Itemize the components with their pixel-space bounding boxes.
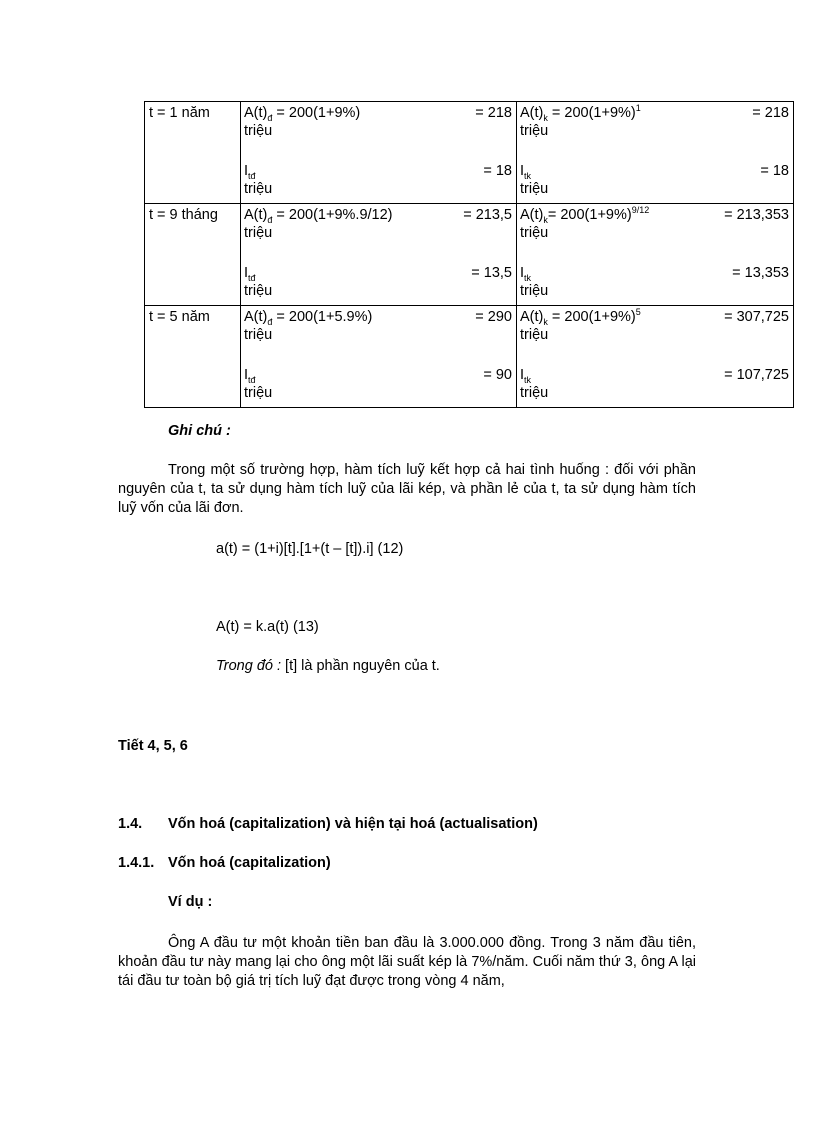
interest-letter: I (520, 163, 525, 179)
section-1-4-1-number: 1.4.1. (118, 855, 155, 871)
simple-interest-line (244, 366, 512, 385)
simple-interest-value: = 90 (483, 367, 512, 383)
simple-interest-line (244, 162, 512, 181)
simple-interest-unit: triệu (244, 181, 273, 197)
formula-subscript: đ (267, 316, 273, 327)
compound-formula-line (520, 104, 789, 123)
simple-interest-unit: triệu (244, 385, 273, 401)
simple-cell-content (241, 102, 516, 199)
note-heading: Ghi chú : (168, 423, 231, 439)
compound-cell-content (517, 102, 793, 199)
compound-formula (520, 207, 649, 223)
interest-letter: I (244, 163, 249, 179)
period-cell: t = 9 tháng (145, 204, 241, 306)
interest-subscript: tđ (248, 374, 256, 385)
simple-formula (244, 207, 393, 223)
formula-symbol: A(t) (520, 105, 544, 121)
note-paragraph (118, 461, 696, 518)
interest-subscript: tđ (248, 272, 256, 283)
formula-symbol: A(t) (244, 105, 268, 121)
simple-formula-line (244, 104, 512, 123)
formula-symbol: A(t) (244, 309, 268, 325)
simple-value: = 213,5 (463, 207, 512, 223)
compound-interest-symbol (520, 367, 531, 383)
compound-unit: triệu (520, 327, 549, 343)
interest-letter: I (244, 265, 249, 281)
compound-formula-line (520, 308, 789, 327)
formula-symbol: A(t) (520, 309, 544, 325)
interest-letter: I (244, 367, 249, 383)
formula-12: a(t) = (1+i)[t].[1+(t – [t]).i] (12) (216, 541, 404, 557)
simple-formula (244, 309, 372, 325)
simple-interest-value: = 18 (483, 163, 512, 179)
simple-interest-symbol (244, 163, 256, 179)
table-row (145, 204, 794, 306)
simple-cell-content (241, 204, 516, 301)
where-line (216, 658, 440, 674)
formula-expression: = 200(1+9%) (272, 105, 361, 121)
simple-unit: triệu (244, 225, 273, 241)
where-text: [t] là phần nguyên của t. (281, 658, 440, 674)
compound-interest-line (520, 264, 789, 283)
interest-subscript: tk (524, 272, 532, 283)
simple-interest-symbol (244, 367, 256, 383)
compound-interest-line (520, 162, 789, 181)
formula-expression: = 200(1+9%.9/12) (272, 207, 393, 223)
formula-expression: = 200(1+9%) (547, 105, 636, 121)
compound-interest-symbol (520, 265, 531, 281)
formula-subscript: đ (267, 112, 273, 123)
formula-subscript: đ (267, 214, 273, 225)
compound-cell (517, 306, 794, 408)
compound-formula-line (520, 206, 789, 225)
compound-unit: triệu (520, 123, 549, 139)
formula-exponent: 5 (635, 307, 641, 318)
formula-exponent: 1 (635, 103, 641, 114)
compound-interest-unit: triệu (520, 181, 549, 197)
compound-value: = 307,725 (724, 309, 789, 325)
simple-interest-unit: triệu (244, 283, 273, 299)
formula-subscript: k (543, 316, 548, 327)
compound-value: = 218 (752, 105, 789, 121)
formula-13: A(t) = k.a(t) (13) (216, 619, 319, 635)
compound-interest-value: = 18 (760, 163, 789, 179)
simple-formula-line (244, 308, 512, 327)
simple-interest-value: = 13,5 (471, 265, 512, 281)
simple-cell (241, 102, 517, 204)
section-1-4-number: 1.4. (118, 816, 143, 832)
interest-letter: I (520, 367, 525, 383)
lesson-heading: Tiết 4, 5, 6 (118, 738, 188, 754)
compound-cell (517, 204, 794, 306)
simple-cell-content (241, 306, 516, 403)
where-label: Trong đó : (216, 658, 282, 674)
compound-cell (517, 102, 794, 204)
interest-subscript: tk (524, 374, 532, 385)
simple-cell (241, 306, 517, 408)
period-cell: t = 5 năm (145, 306, 241, 408)
compound-formula (520, 105, 641, 121)
table-body (145, 102, 794, 408)
simple-value: = 218 (475, 105, 512, 121)
compound-value: = 213,353 (724, 207, 789, 223)
compound-interest-value: = 107,725 (724, 367, 789, 383)
formula-expression: = 200(1+5.9%) (272, 309, 373, 325)
simple-cell (241, 204, 517, 306)
interest-subscript: tđ (248, 170, 256, 181)
compound-interest-symbol (520, 163, 531, 179)
period-cell: t = 1 năm (145, 102, 241, 204)
simple-value: = 290 (475, 309, 512, 325)
formula-exponent: 9/12 (631, 205, 650, 216)
simple-interest-line (244, 264, 512, 283)
example-label: Ví dụ : (168, 894, 213, 910)
formula-subscript: k (543, 214, 548, 225)
compound-interest-value: = 13,353 (732, 265, 789, 281)
simple-formula (244, 105, 360, 121)
formula-symbol: A(t) (244, 207, 268, 223)
simple-unit: triệu (244, 327, 273, 343)
table-row (145, 306, 794, 408)
compound-cell-content (517, 204, 793, 301)
section-1-4-1-title: Vốn hoá (capitalization) (168, 855, 331, 871)
table-row (145, 102, 794, 204)
formula-expression: = 200(1+9%) (547, 309, 636, 325)
compound-interest-unit: triệu (520, 283, 549, 299)
example-paragraph-text: Ông A đầu tư một khoản tiền ban đầu là 3.000.000 đồng. Trong 3 năm đầu tiên, khoản đầu tư này mang lại cho ông một lãi suất kép là 7%/năm. Cuối năm thứ 3, ông A lại tái đầu tư toàn bộ giá trị tích luỹ đạt được trong vòng 4 năm, (118, 935, 696, 989)
formula-symbol: A(t) (520, 207, 544, 223)
simple-unit: triệu (244, 123, 273, 139)
compound-interest-line (520, 366, 789, 385)
interest-subscript: tk (524, 170, 532, 181)
simple-interest-symbol (244, 265, 256, 281)
simple-formula-line (244, 206, 512, 225)
note-paragraph-text: Trong một số trường hợp, hàm tích luỹ kết hợp cả hai tình huống : đối với phần nguyên của t, ta sử dụng hàm tích luỹ của lãi kép, và phần lẻ của t, ta sử dụng hàm tích luỹ vốn của lãi đơn. (118, 462, 696, 516)
formula-subscript: k (543, 112, 548, 123)
interest-letter: I (520, 265, 525, 281)
example-paragraph (118, 934, 696, 991)
compound-formula (520, 309, 641, 325)
formula-expression: = 200(1+9%) (547, 207, 632, 223)
compound-unit: triệu (520, 225, 549, 241)
interest-comparison-table (144, 101, 794, 408)
compound-cell-content (517, 306, 793, 403)
section-1-4-title: Vốn hoá (capitalization) và hiện tại hoá (actualisation) (168, 816, 538, 832)
compound-interest-unit: triệu (520, 385, 549, 401)
